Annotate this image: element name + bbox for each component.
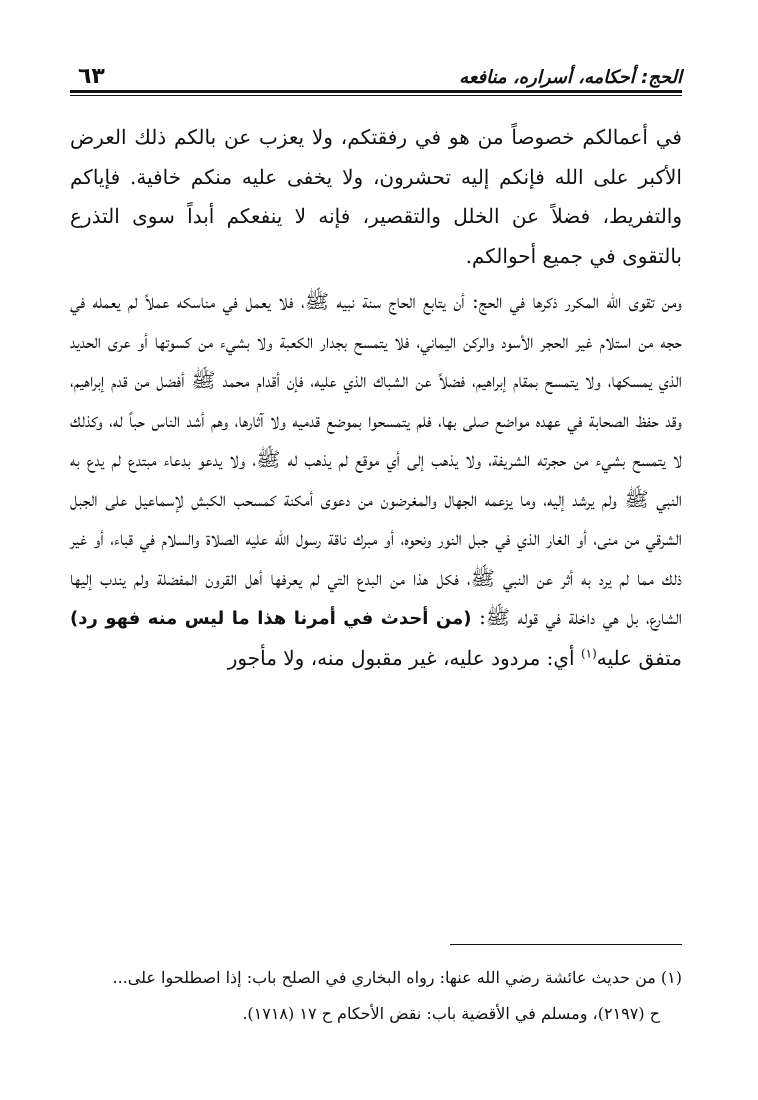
running-title: الحج: أحكامه، أسراره، منافعه (459, 67, 682, 88)
paragraph-1: في أعمالكم خصوصاً من هو في رفقتكم، ولا يعزب عن بالكم ذلك العرض الأكبر على الله فإنكم إليه تحشرون، ولا يخفى عليه منكم خافية. فإياكم والتفريط، فضلاً عن الخلل والتقصير، فإنه لا ينفعكم أبداً سوى التذرع بالتقوى في جميع أحوالكم. (70, 125, 683, 268)
hadith-source: متفق عليه (596, 645, 682, 670)
footnote-1-continued: ح (٢١٩٧)، ومسلم في الأقضية باب: نقض الأحكام ح ١٧ (١٧١٨). (242, 1004, 660, 1023)
body-text (70, 118, 682, 678)
hadith-quote: (من أحدث في أمرنا هذا ما ليس منه فهو رد) (70, 608, 472, 629)
footnotes (70, 960, 682, 1032)
footnote-divider (450, 944, 682, 945)
footnote-1: (١) من حديث عائشة رضي الله عنها: رواه البخاري في الصلح باب: إذا اصطلحوا على... (112, 968, 682, 987)
page-number: ٦٣ (78, 64, 105, 89)
paragraph-2 (70, 282, 682, 678)
paragraph-2-text: ومن تقوى الله المكرر ذكرها في الحج: أن يتابع الحاج سنة نبيه ﷺ، فلا يعمل في مناسكه عملاً لم يعمله في حجه من استلام غير الحجر الأسود والركن اليماني، فلا يتمسح بجدار الكعبة ولا بشيء من كسوتها أو عرى الحديد الذي يمسكها، ولا يتمسح بمقام إبراهيم، فضلاً عن الشباك الذي عليه، فإن أقدام محمد ﷺ أفضل من قدم إبراهيم، وقد حفظ الصحابة في عهده مواضع صلى بها، فلم يتمسحوا بموضع قدميه ولا آثارها، وهم أشد الناس حباً له، وكذلك لا يتمسح بشيء من حجرته الشريفة، ولا يذهب إلى أي موقع لم يذهب له ﷺ، ولا يدعو بدعاء مبتدع لم يدع به النبي ﷺ ولم يرشد إليه، وما يزعمه الجهال والمغرضون من دعوى أمكنة كمسحب الكبش لإسماعيل على الجبل الشرقي من منى، أو الغار الذي في جبل النور ونحوه، أو مبرك ناقة رسول الله عليه الصلاة والسلام في قباء، أو غير ذلك مما لم يرد به أثر عن النبي ﷺ، فكل هذا من البدع التي لم يعرفها أهل القرون المفضلة ولم يندب إليها الشارع، بل هي داخلة في قوله ﷺ: (70, 289, 682, 629)
header-rule-thin (70, 95, 682, 96)
paragraph-2-end: أي: مردود عليه، غير مقبول منه، ولا مأجور (227, 645, 581, 670)
header-rule (70, 90, 682, 93)
footnote-reference: (١) (580, 645, 597, 660)
